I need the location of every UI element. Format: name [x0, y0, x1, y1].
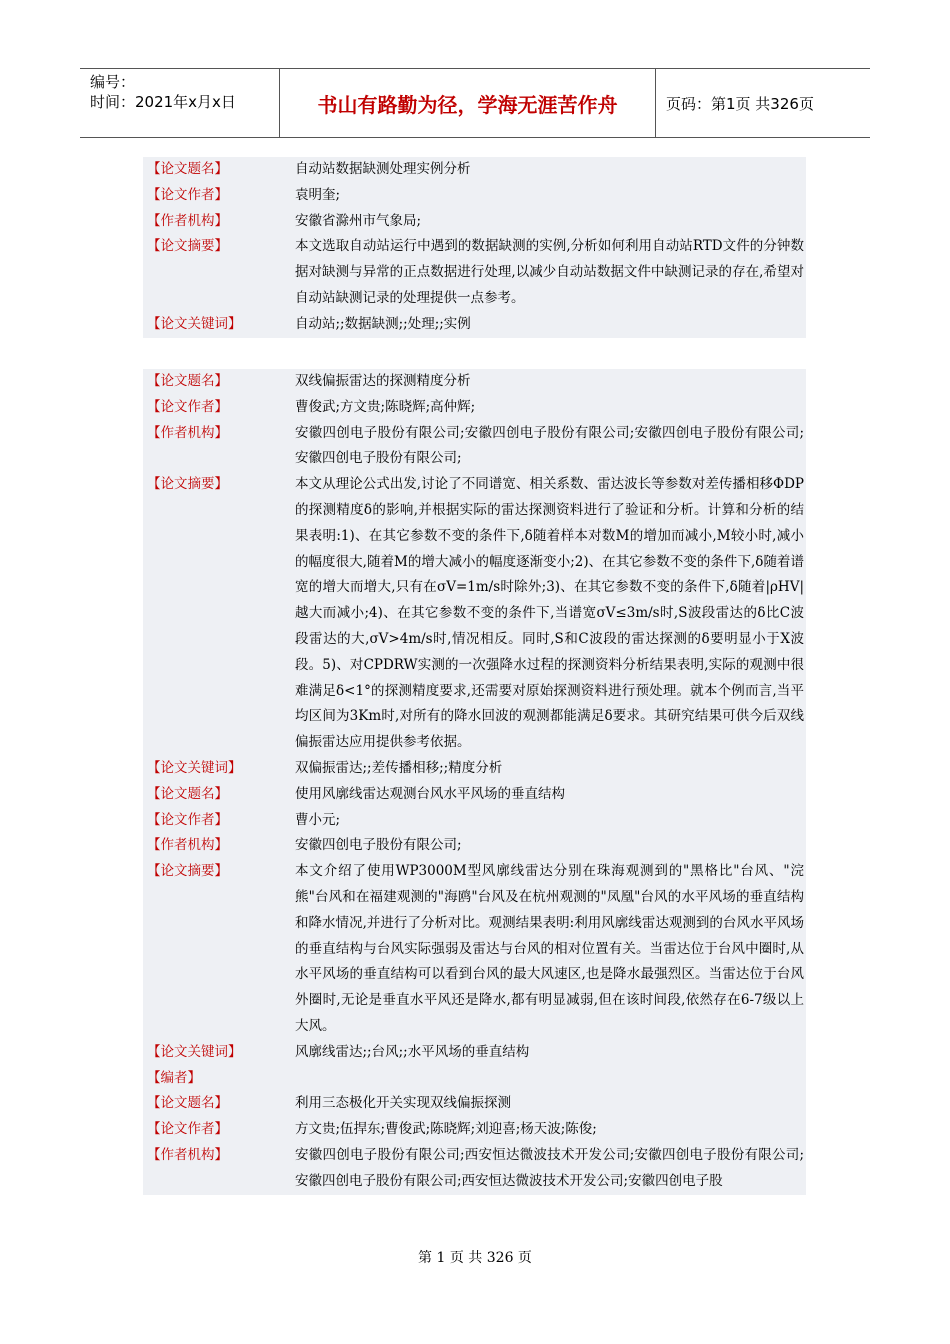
field-value: 曹俊武;方文贵;陈晓辉;高仲辉; [295, 398, 476, 415]
record-block-1 [143, 157, 806, 338]
header-time-label: 时间：2021年x月x日 [90, 93, 236, 111]
record-row [143, 1091, 806, 1117]
field-label: 【论文作者】 [147, 1121, 228, 1138]
page-header [80, 68, 870, 138]
header-motto: 书山有路勤为径，学海无涯苦作舟 [280, 69, 656, 137]
field-label: 【论文关键词】 [147, 315, 242, 332]
field-value: 双线偏振雷达的探测精度分析 [295, 373, 471, 389]
field-value: 安徽四创电子股份有限公司;西安恒达微波技术开发公司;安徽四创电子股份有限公司;安徽四创电子股份有限公司;西安恒达微波技术开发公司;安徽四创电子股 [295, 1146, 804, 1189]
field-label: 【论文关键词】 [147, 1043, 242, 1060]
record-row [143, 312, 806, 338]
field-label: 【论文摘要】 [147, 863, 228, 880]
record-row [143, 183, 806, 209]
record-row [143, 1040, 806, 1066]
field-value: 双偏振雷达;;差传播相移;;精度分析 [295, 759, 503, 776]
header-number-label: 编号： [90, 73, 136, 91]
field-value: 曹小元; [295, 811, 341, 828]
field-value: 自动站;;数据缺测;;处理;;实例 [295, 315, 471, 332]
field-value: 利用三态极化开关实现双线偏振探测 [295, 1095, 511, 1112]
field-label: 【论文作者】 [147, 811, 228, 828]
record-row [143, 209, 806, 235]
record-row [143, 234, 806, 311]
field-label: 【作者机构】 [147, 424, 228, 441]
field-value: 方文贵;伍捍东;曹俊武;陈晓辉;刘迎喜;杨天波;陈俊; [295, 1121, 597, 1138]
header-page-info: 页码：第1页 共326页 [666, 94, 814, 113]
record-row [143, 859, 806, 1040]
field-label: 【论文题名】 [147, 785, 228, 802]
field-value: 本文从理论公式出发,讨论了不同谱宽、相关系数、雷达波长等参数对差传播相移ΦDP的探测精度δ的影响,并根据实际的雷达探测资料进行了验证和分析。计算和分析的结果表明:1)、在其它参数不变的条件下,δ随着样本对数M的增加而减小,M较小时,减小的幅度很大,随着M的增大减小的幅度逐渐变小;2)、在其它参数不变的条件下,δ随着谱宽的增大而增大,只有在σV=1m/s时除外;3)、在其它参数不变的条件下,δ随着|ρHV|越大而减小;4)、在其它参数不变的条件下,当谱宽σV≤3m/s时,S波段雷达的δ比C波段雷达的大,σV>4m/s时,情况相反。同时,S和C波段的雷达探测的δ要明显小于X波段。5)、对CPDRW实测的一次强降水过程的探测资料分析结果表明,实际的观测中很难满足δ<1°的探测精度要求,还需要对原始探测资料进行预处理。就本个例而言,当平均区间为3Km时,对所有的降水回波的观测都能满足δ要求。其研究结果可供今后双线偏振雷达应用提供参考依据。 [295, 476, 804, 751]
field-label: 【论文摘要】 [147, 238, 228, 255]
field-label: 【论文摘要】 [147, 476, 228, 493]
field-value: 自动站数据缺测处理实例分析 [295, 161, 471, 177]
header-meta [80, 69, 280, 137]
field-label: 【论文题名】 [147, 1095, 228, 1112]
field-value: 安徽四创电子股份有限公司; [295, 837, 462, 854]
field-label: 【论文关键词】 [147, 759, 242, 776]
field-value: 风廓线雷达;;台风;;水平风场的垂直结构 [295, 1043, 530, 1060]
record-row [143, 1117, 806, 1143]
field-label: 【论文题名】 [147, 373, 228, 389]
record-row [143, 1066, 806, 1092]
field-value: 本文选取自动站运行中遇到的数据缺测的实例,分析如何利用自动站RTD文件的分钟数据对缺测与异常的正点数据进行处理,以减少自动站数据文件中缺测记录的存在,希望对自动站缺测记录的处理提供一点参考。 [295, 238, 804, 306]
field-value: 袁明奎; [295, 186, 341, 203]
record-row [143, 395, 806, 421]
field-value: 安徽省滁州市气象局; [295, 212, 422, 229]
record-row [143, 808, 806, 834]
record-row [143, 421, 806, 473]
field-label: 【论文题名】 [147, 161, 228, 177]
field-label: 【作者机构】 [147, 837, 228, 854]
field-label: 【作者机构】 [147, 1146, 228, 1163]
field-value: 本文介绍了使用WP3000M型风廓线雷达分别在珠海观测到的"黑格比"台风、"浣熊"台风和在福建观测的"海鸥"台风及在杭州观测的"凤凰"台风的水平风场的垂直结构和降水情况,并进行了分析对比。观测结果表明:利用风廓线雷达观测到的台风水平风场的垂直结构与台风实际强弱及雷达与台风的相对位置有关。当雷达位于台风中圈时,从水平风场的垂直结构可以看到台风的最大风速区,也是降水最强烈区。当雷达位于台风外圈时,无论是垂直水平风还是降水,都有明显减弱,但在该时间段,依然存在6-7级以上大风。 [295, 863, 804, 1034]
record-row [143, 472, 806, 756]
record-row [143, 833, 806, 859]
record-row [143, 369, 806, 395]
field-value [295, 1066, 806, 1092]
field-label: 【论文作者】 [147, 186, 228, 203]
field-label: 【论文作者】 [147, 398, 228, 415]
record-row [143, 782, 806, 808]
page-footer: 第 1 页 共 326 页 [418, 1250, 532, 1266]
record-row [143, 157, 806, 183]
field-value: 安徽四创电子股份有限公司;安徽四创电子股份有限公司;安徽四创电子股份有限公司;安徽四创电子股份有限公司; [295, 424, 804, 467]
record-block-2 [143, 369, 806, 1195]
field-value: 使用风廓线雷达观测台风水平风场的垂直结构 [295, 785, 565, 802]
record-row [143, 1143, 806, 1195]
field-label: 【作者机构】 [147, 212, 228, 229]
record-row [143, 756, 806, 782]
field-label: 【编者】 [147, 1069, 201, 1086]
